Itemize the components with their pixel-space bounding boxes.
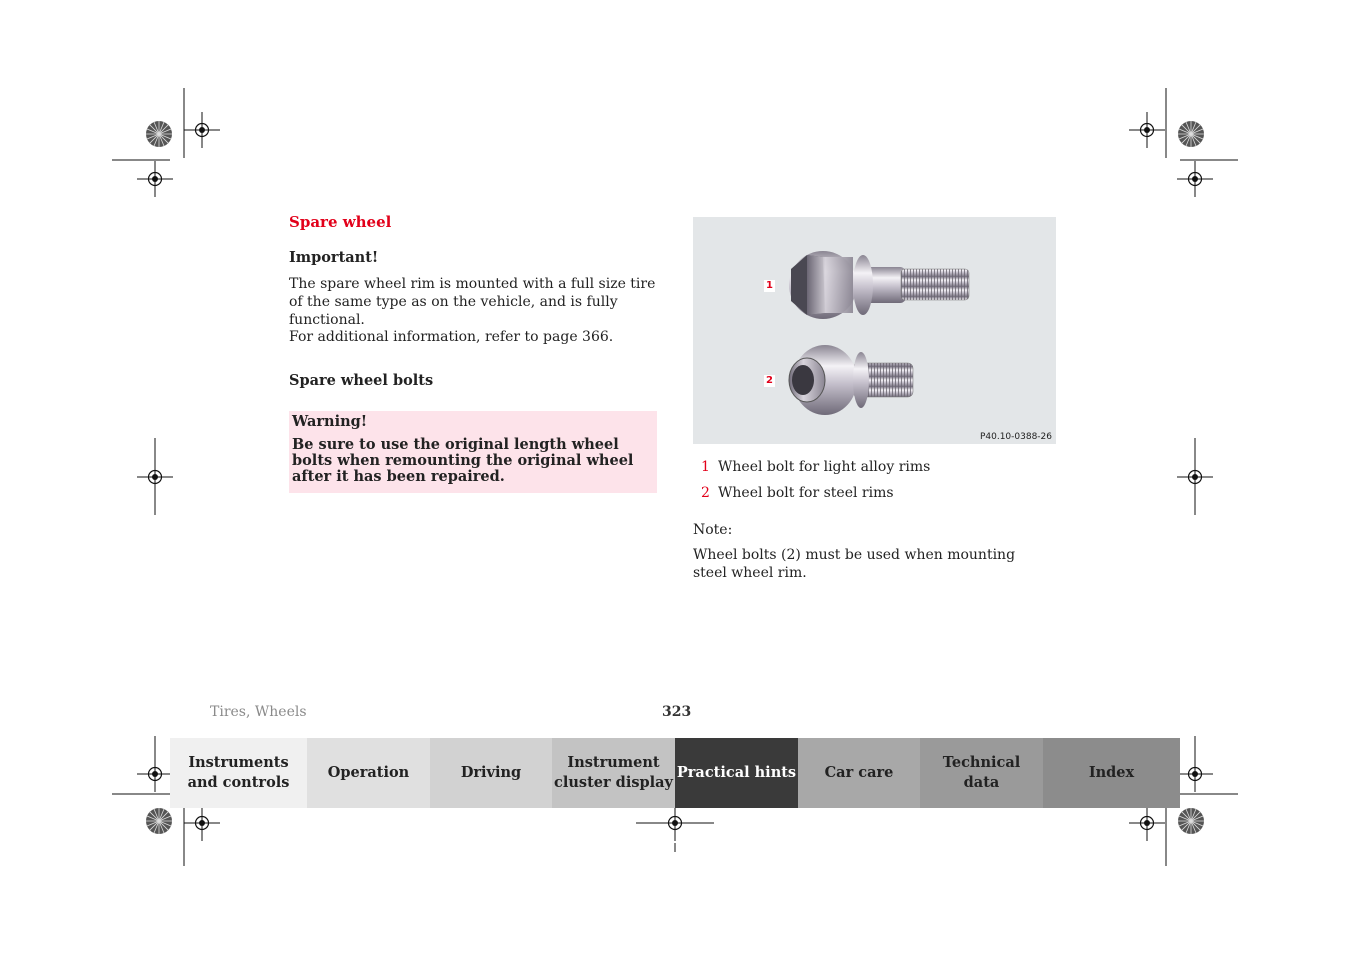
footer-section-label: Tires, Wheels [210, 704, 307, 720]
tab-technical-data[interactable]: Technical data [920, 738, 1043, 808]
tab-practical-hints[interactable]: Practical hints [675, 738, 798, 808]
legend-number: 2 [701, 485, 710, 501]
page-number: 323 [662, 704, 692, 720]
wheel-bolts-figure [693, 217, 1056, 444]
warning-text: Be sure to use the original length wheel bolts when remounting the original wheel after it has been repaired. [292, 436, 634, 485]
wheel-bolts-illustration [693, 217, 1056, 444]
warning-title: Warning! [292, 413, 368, 430]
important-text: The spare wheel rim is mounted with a full size tire of the same type as on the vehicle, and is fully functional. [289, 276, 656, 328]
legend-item [693, 485, 894, 501]
figure-code: P40.10-0388-26 [979, 432, 1052, 442]
tab-driving[interactable]: Driving [430, 738, 552, 808]
note-label: Note: [693, 522, 733, 538]
legend-text: Wheel bolt for light alloy rims [718, 459, 931, 475]
figure-callout-2: 2 [766, 375, 773, 386]
tab-instrument-cluster-display[interactable]: Instrument cluster display [552, 738, 675, 808]
tab-operation[interactable]: Operation [307, 738, 430, 808]
important-label: Important! [289, 249, 379, 266]
tab-index[interactable]: Index [1043, 738, 1180, 808]
figure-callout-1: 1 [766, 280, 773, 291]
chapter-nav [170, 738, 1180, 808]
warning-box [289, 411, 657, 493]
bolt-2-icon [789, 345, 913, 415]
legend-number: 1 [701, 459, 710, 475]
reference-text: For additional information, refer to page 366. [289, 329, 614, 345]
bolt-1-icon [789, 251, 969, 319]
legend-item [693, 459, 930, 475]
bolts-heading: Spare wheel bolts [289, 372, 434, 389]
tab-car-care[interactable]: Car care [798, 738, 920, 808]
tab-instruments-and-controls[interactable]: Instruments and controls [170, 738, 307, 808]
legend-text: Wheel bolt for steel rims [718, 485, 894, 501]
section-title: Spare wheel [289, 213, 392, 231]
note-text: Wheel bolts (2) must be used when mounting steel wheel rim. [693, 547, 1016, 581]
